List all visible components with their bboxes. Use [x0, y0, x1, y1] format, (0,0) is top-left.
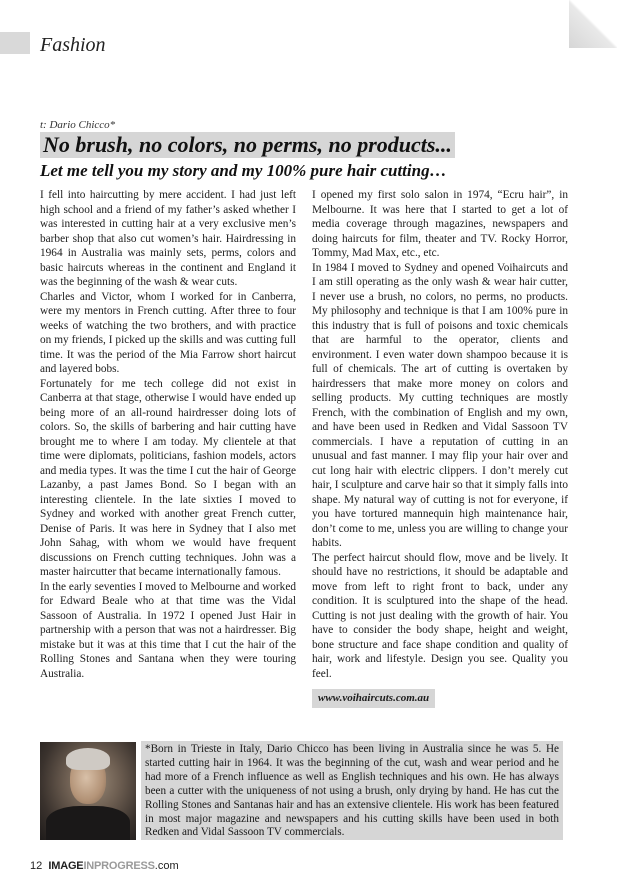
author-bio: *Born in Trieste in Italy, Dario Chicco has been living in Australia since he was 5. He started cutting hair in 1964. It was the beginning of the cut, wash and wear period and he had more of a French influence as well as English techniques and his own. He has always been a cutter with the uniqueness of not using a brush, only drying by hand. He has cut the Rolling Stones and Santanas hair and has an extensive clientele. His work has been featured in most major magazine and newspapers and his cutting skills have been used in both Redken and Vidal Sassoon TV commercials.	[141, 741, 563, 840]
paragraph: Charles and Victor, whom I worked for in Canberra, were my mentors in French cutting. After three to four weeks of watching the two brothers, and with practice on my friends, I picked up the skills and was cutting full time. It was the period of the Mia Farrow short haircut and layered bobs.	[40, 290, 296, 375]
author-photo	[40, 742, 136, 840]
brand-light: INPROGRESS	[83, 860, 155, 872]
subheadline: Let me tell you my story and my 100% pure hair cutting…	[40, 161, 447, 180]
website-link[interactable]: www.voihaircuts.com.au	[312, 689, 435, 708]
section-title: Fashion	[40, 34, 106, 56]
page-number: 12	[30, 860, 43, 872]
page-footer	[30, 860, 179, 872]
article-left-column	[40, 188, 296, 681]
section-tab	[0, 32, 30, 54]
article-right-column	[312, 188, 568, 708]
byline: t: Dario Chicco*	[40, 119, 116, 131]
paragraph: In the early seventies I moved to Melbourne and worked for Edward Beale who at that time was the Vidal Sassoon of Australia. In 1972 I opened Just Hair in partnership with a person that was not a hairdresser. Big mistake but it was at this time that I cut the hair of the Rolling Stones and Santana when they were touring Australia.	[40, 580, 296, 680]
paragraph: I fell into haircutting by mere accident. I had just left high school and a friend of my father’s asked whether I was interested in cutting hair at a very exclusive men’s barber shop that also cut women’s hair. Hairdressing in 1964 in Australia was mainly sets, perms, colors and basic haircuts whereas in the continent and England it was the beginning of the wash & wear cuts.	[40, 189, 296, 288]
photo-shoulders	[46, 806, 130, 840]
paragraph: Fortunately for me tech college did not exist in Canberra at that stage, otherwise I would have ended up being more of an all-round hairdresser doing lots of colors. So, the skills of barbering and hair cutting have brought me to where I am today. My clientele at that time were diplomats, politicians, fashion models, actors and media types. It was the time I cut the hair of George Lazanby, a past James Bond. So I began with an interesting clientele. In the late sixties I moved to Sydney and worked with another great French cutter, Denise of Paris. It was here in Sydney that I also met John Sahag, with whom we would have frequent discussions on French cutting techniques. John was a master haircutter that became internationally famous.	[40, 377, 296, 578]
paragraph: In 1984 I moved to Sydney and opened Voihaircuts and I am still operating as the only wash & wear hair cutter, I never use a brush, no colors, no perms, no products. My philosophy and technique is that I am 100% pure in this industry that is full of poisons and toxic chemicals that are harmful to the operator, clients and environment. I even water down shampoo because it is full of chemicals. The art of cutting is overtaken by hairdressers that make more money on colors and selling products. My cutting techniques are mostly French, with the combination of English and my own, and have been used in Redken and Vidal Sassoon TV commercials. I have a reputation of cutting in an unusual and fast manner. I may flip your hair over and cut long hair with electric clippers. I don’t merely cut hair, I sculpture and carve hair so that it simply falls into shape. My natural way of cutting is not for everyone, if you have tortured mannequin high maintenance hair, don’t come to me, unless you are willing to change your habits.	[312, 261, 568, 549]
headline: No brush, no colors, no perms, no products...	[40, 132, 455, 158]
paragraph: I opened my first solo salon in 1974, “Ecru hair”, in Melbourne. It was here that I started to get a lot of media coverage through magazines, newspapers and doing haircuts for film, theater and TV. Rocky Horror, Tommy, Mad Max, etc., etc.	[312, 189, 568, 259]
photo-hair	[66, 748, 110, 770]
paragraph: The perfect haircut should flow, move and be lively. It should have no restrictions, it should be adaptable and move from left to right front to back, under any condition. It is sculptured into the shape of the head. Cutting is not just dealing with the growth of hair. You have to consider the body shape, height and weight, bone structure and face shape condition and quality of hair, work and lifestyle. Design you see. Quality you feel.	[312, 551, 568, 680]
brand-dark: IMAGE	[48, 860, 84, 872]
brand-suffix: .com	[154, 860, 179, 872]
page-corner-fold	[569, 0, 617, 48]
